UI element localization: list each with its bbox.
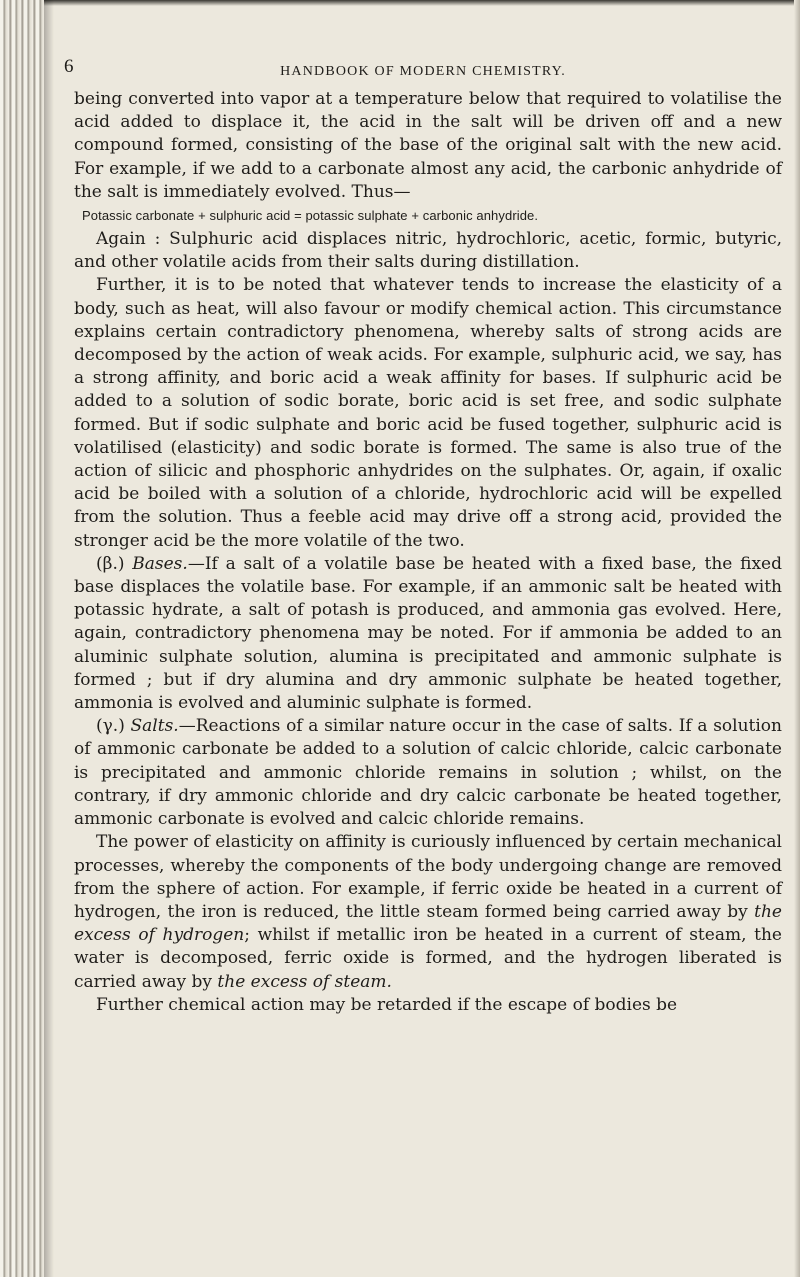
book-page [64, 56, 782, 1017]
paragraph-bases-text: —If a salt of a volatile base be heated with a fixed base, the fixed base displaces the volatile base. For example, if an ammonic salt be heated with potassic hydrate, a salt of potash is produced, and ammonia gas evolved. Here, again, contradictory phenomena may be noted. For if ammonia be added to an aluminic sulphate solution, alumina is precipitated and ammonic sulphate is formed ; but if dry alumina and dry ammonic sulphate be heated together, ammonia is evolved and aluminic sulphate is formed. [74, 553, 782, 714]
paragraph-salts [74, 715, 782, 831]
italic-excess-steam: the excess of steam. [217, 971, 392, 992]
paragraph-continuation: being converted into vapor at a temperature below that required to volatilise the acid added to displace it, the acid in the salt will be driven off and a new compound formed, consisting of the base of the original salt with the new acid. For example, if we add to a carbonate almost any acid, the carbonic anhydride of the salt is immediately evolved. Thus— [74, 89, 782, 202]
section-heading-bases: Bases. [132, 553, 188, 574]
italic-excess-hydrogen: the excess of hydrogen [74, 901, 782, 946]
page-header [64, 56, 782, 82]
paragraph-sulphuric-acid: Again : Sulphuric acid displaces nitric, hydrochloric, acetic, formic, butyric, and other volatile acids from their salts during distillation. [74, 229, 782, 273]
book-binding [0, 0, 44, 1277]
section-heading-salts: Salts. [130, 716, 179, 737]
paragraph-mechanical-text-a: The power of elasticity on affinity is curiously influenced by certain mechanical processes, whereby the components of the body undergoing change are removed from the sphere of action. For example, if ferric oxide be heated in a current of hydrogen, the iron is reduced, the little steam formed being carried away by [74, 832, 782, 922]
page-number: 6 [64, 56, 74, 77]
reaction-equation: Potassic carbonate + sulphuric acid = potassic sulphate + carbonic anhydride. [82, 208, 539, 224]
paragraph-mechanical-processes [74, 831, 782, 993]
body-text [64, 88, 782, 1017]
section-label-gamma: (γ.) [96, 716, 125, 737]
running-head: HANDBOOK OF MODERN CHEMISTRY. [280, 64, 566, 79]
paragraph-retarded: Further chemical action may be retarded if the escape of bodies be [96, 994, 678, 1015]
page-top-edge [0, 0, 800, 6]
page-right-edge [794, 0, 800, 1277]
paragraph-mechanical-text-b: ; whilst if metallic iron be heated in a current of steam, the water is decomposed, ferric oxide is formed, and the hydrogen liberated is carried away by [74, 925, 782, 992]
paragraph-elasticity: Further, it is to be noted that whatever tends to increase the elasticity of a body, such as heat, will also favour or modify chemical action. This circumstance explains certain contradictory phenomena, whereby salts of strong acids are decomposed by the action of weak acids. For example, sulphuric acid, we say, has a strong affinity, and boric acid a weak affinity for bases. If sulphuric acid be added to a solution of sodic borate, boric acid is set free, and sodic sulphate formed. But if sodic sulphate and boric acid be fused together, sulphuric acid is volatilised (elasticity) and sodic borate is formed. The same is also true of the action of silicic and phosphoric anhydrides on the sulphates. Or, again, if oxalic acid be boiled with a solution of a chloride, hydrochloric acid will be expelled from the solution. Thus a feeble acid may drive off a strong acid, provided the stronger acid be the more volatile of the two. [74, 275, 782, 551]
binding-shadow [44, 0, 54, 1277]
paragraph-salts-text: —Reactions of a similar nature occur in the case of salts. If a solution of ammonic carbonate be added to a solution of calcic chloride, calcic carbonate is precipitated and ammonic chloride remains in solution ; whilst, on the contrary, if dry ammonic chloride and dry calcic carbonate be heated together, ammonic carbonate is evolved and calcic chloride remains. [74, 716, 782, 830]
section-label-beta: (β.) [96, 553, 125, 574]
paragraph-bases [74, 553, 782, 715]
